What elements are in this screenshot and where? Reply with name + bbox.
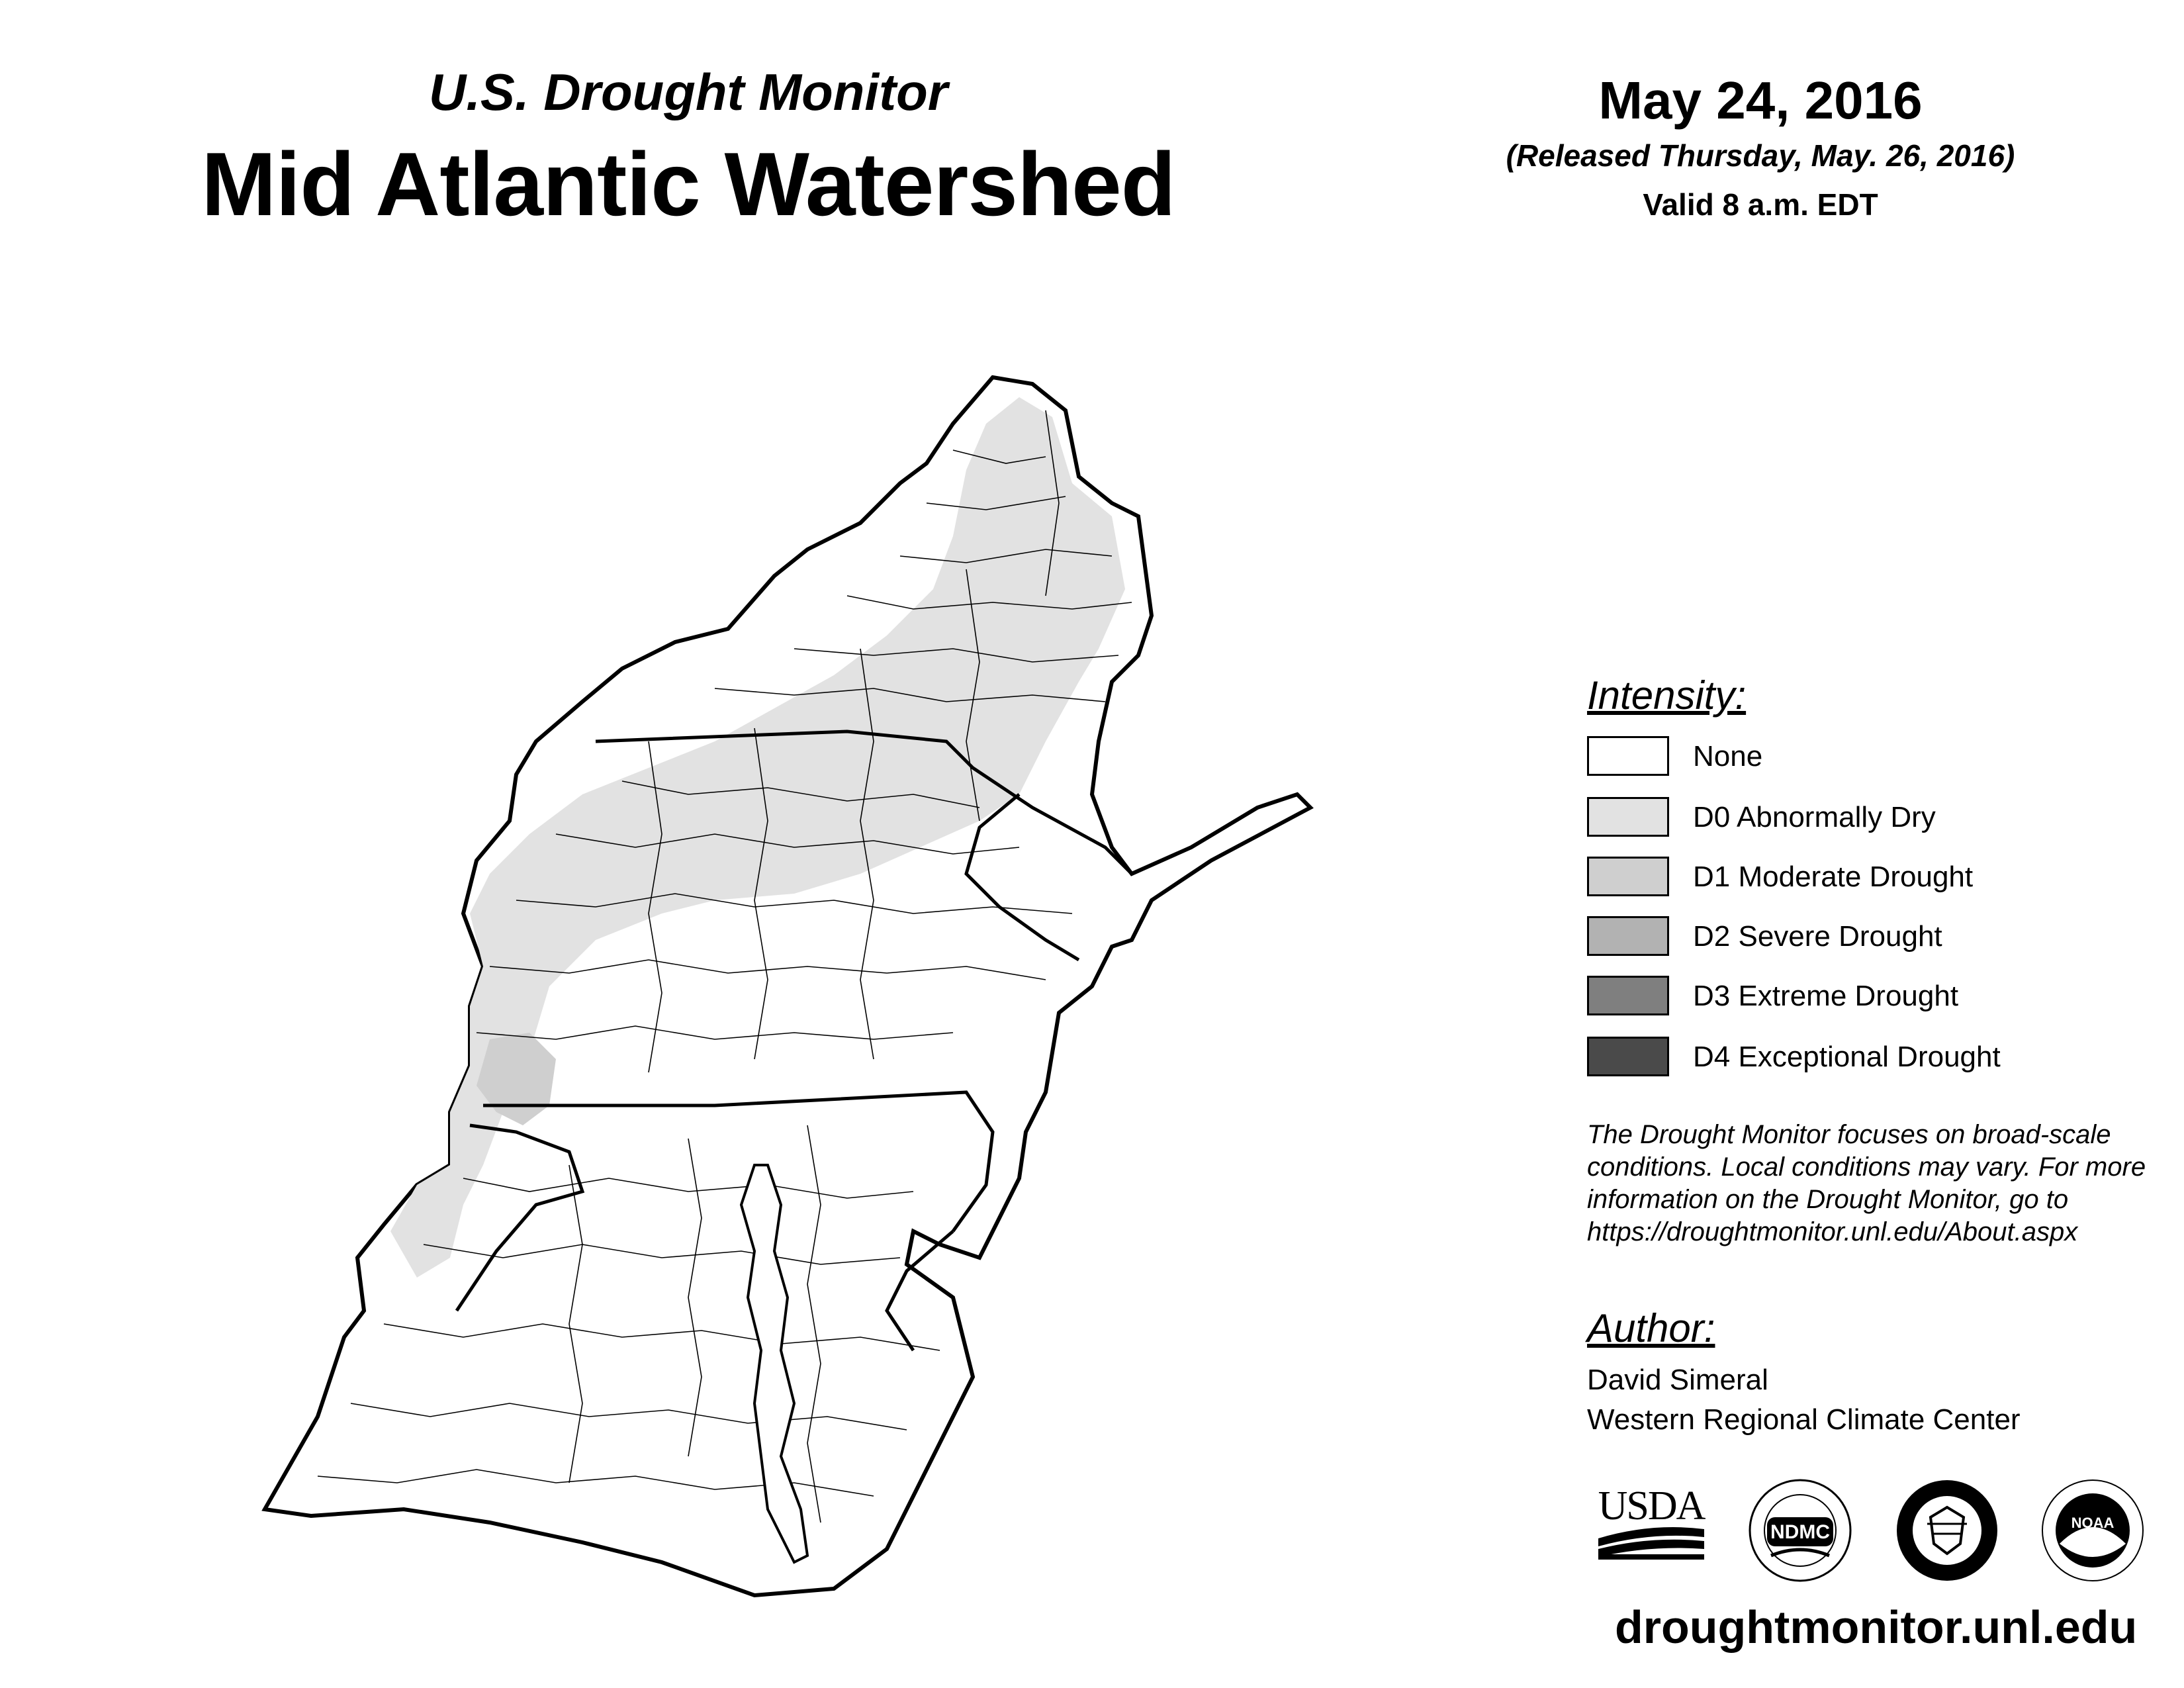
disclaimer-note bbox=[1587, 1119, 2183, 1248]
map-date: May 24, 2016 bbox=[1598, 71, 1923, 130]
website-link[interactable]: droughtmonitor.unl.edu bbox=[1615, 1601, 2138, 1653]
valid-time: Valid 8 a.m. EDT bbox=[1643, 187, 1878, 222]
note-line: The Drought Monitor focuses on broad-scale bbox=[1587, 1120, 2111, 1149]
legend-label: None bbox=[1693, 740, 1763, 773]
commerce-logo bbox=[1894, 1477, 2000, 1583]
note-line: conditions. Local conditions may vary. For more bbox=[1587, 1152, 2146, 1182]
legend-title: Intensity: bbox=[1587, 673, 1747, 718]
author-title: Author: bbox=[1587, 1306, 1715, 1350]
map-subtitle: U.S. Drought Monitor bbox=[428, 63, 948, 121]
usda-logo bbox=[1592, 1483, 1711, 1562]
legend-swatch bbox=[1587, 797, 1669, 837]
legend-label: D0 Abnormally Dry bbox=[1693, 801, 1936, 833]
legend-label: D1 Moderate Drought bbox=[1693, 861, 1974, 893]
release-date: (Released Thursday, May. 26, 2016) bbox=[1506, 138, 2015, 173]
author-org: Western Regional Climate Center bbox=[1587, 1403, 2021, 1436]
legend-swatch bbox=[1587, 916, 1669, 956]
legend-item-d3 bbox=[1587, 976, 2169, 1018]
legend-label: D2 Severe Drought bbox=[1693, 920, 1942, 953]
legend-item-d1 bbox=[1587, 857, 2169, 899]
legend-item-d2 bbox=[1587, 916, 2169, 959]
drought-map bbox=[251, 371, 1337, 1615]
legend-label: D4 Exceptional Drought bbox=[1693, 1041, 2001, 1073]
commerce-seal-icon bbox=[1894, 1477, 2000, 1583]
note-line: information on the Drought Monitor, go to bbox=[1587, 1185, 2069, 1214]
ndmc-logo bbox=[1747, 1477, 1853, 1583]
legend-label: D3 Extreme Drought bbox=[1693, 980, 1959, 1012]
legend-swatch bbox=[1587, 976, 1669, 1015]
legend-swatch bbox=[1587, 736, 1669, 776]
legend-item-d0 bbox=[1587, 797, 2169, 839]
usda-logo-text: USDA bbox=[1598, 1483, 1705, 1528]
noaa-logo-text: NOAA bbox=[2071, 1515, 2115, 1531]
about-link[interactable]: https://droughtmonitor.unl.edu/About.aspx bbox=[1587, 1217, 2078, 1246]
legend-item-none bbox=[1587, 736, 2169, 778]
ndmc-logo-text: NDMC bbox=[1770, 1521, 1830, 1543]
ndmc-seal-icon bbox=[1747, 1477, 1853, 1583]
noaa-logo bbox=[2040, 1477, 2146, 1583]
noaa-seal-icon bbox=[2040, 1477, 2146, 1583]
legend-item-d4 bbox=[1587, 1037, 2169, 1079]
map-title: Mid Atlantic Watershed bbox=[201, 134, 1175, 234]
legend-swatch bbox=[1587, 1037, 1669, 1076]
legend-swatch bbox=[1587, 857, 1669, 896]
author-name: David Simeral bbox=[1587, 1364, 1768, 1396]
usda-stripes-icon bbox=[1592, 1483, 1711, 1562]
